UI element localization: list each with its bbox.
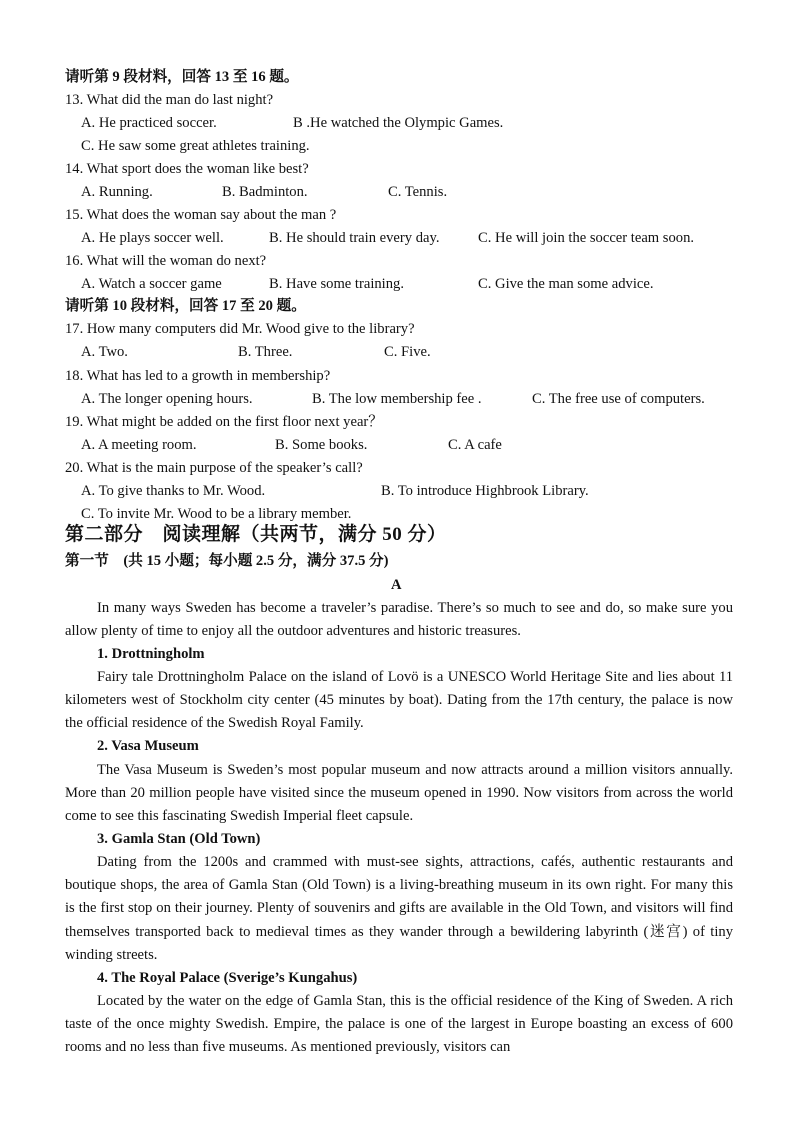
section-9-instruction: 请听第 9 段材料，回答 13 至 16 题。 xyxy=(65,69,299,85)
question-17-option-b: B. Three. xyxy=(238,344,293,360)
question-19-stem: 19. What might be added on the first floor next year？ xyxy=(65,414,383,430)
paragraph-drottningholm: Fairy tale Drottningholm Palace on the island of Lovö is a UNESCO World Heritage Site and lies about 11 kilometers west of Stockholm city center (45 minutes by boat). Dating from the 17th century, the palace is now the official residence of the Swedish Royal Family. xyxy=(65,669,733,732)
question-14-option-a: A. Running. xyxy=(81,184,153,200)
question-19-option-a: A. A meeting room. xyxy=(81,437,197,453)
question-18-stem: 18. What has led to a growth in membership? xyxy=(65,368,331,384)
question-14-stem: 14. What sport does the woman like best? xyxy=(65,161,309,177)
heading-gamla-stan: 3. Gamla Stan (Old Town) xyxy=(97,831,261,847)
paragraph-vasa-museum: The Vasa Museum is Sweden’s most popular museum and now attracts around a million visitors annually. More than 20 million people have visited since the museum opened in 1990. Now visitors from across the world come to see this fascinating Swedish Imperial fleet capsule. xyxy=(65,762,733,825)
question-20-stem: 20. What is the main purpose of the speaker’s call? xyxy=(65,460,363,476)
section-one-title: 第一节 (共 15 小题；每小题 2.5 分，满分 37.5 分) xyxy=(65,553,389,569)
question-17-option-a: A. Two. xyxy=(81,344,128,360)
question-20-option-c: C. To invite Mr. Wood to be a library member. xyxy=(81,506,352,522)
question-16-option-c: C. Give the man some advice. xyxy=(478,276,654,292)
question-18-option-a: A. The longer opening hours. xyxy=(81,391,253,407)
question-18-option-c: C. The free use of computers. xyxy=(532,391,705,407)
passage-label: A xyxy=(391,577,402,593)
question-13-option-a: A. He practiced soccer. xyxy=(81,115,217,131)
question-14-option-c: C. Tennis. xyxy=(388,184,448,200)
question-13-stem: 13. What did the man do last night? xyxy=(65,92,274,108)
question-17-option-c: C. Five. xyxy=(384,344,431,360)
paragraph-gamla-stan: Dating from the 1200s and crammed with must-see sights, attractions, cafés, authentic restaurants and boutique shops, the area of Gamla Stan (Old Town) is a living-breathing museum in its own right. For many this is the first stop on their journey. Plenty of souvenirs and gifts are available in the Old Town, and visitors will find themselves transported back to medieval times as they wander through a bewildering labyrinth (迷宫) of tiny winding streets. xyxy=(65,854,733,963)
question-20-option-a: A. To give thanks to Mr. Wood. xyxy=(81,483,266,499)
question-15-stem: 15. What does the woman say about the man ? xyxy=(65,207,337,223)
question-19-option-c: C. A cafe xyxy=(448,437,502,453)
question-15-option-c: C. He will join the soccer team soon. xyxy=(478,230,695,246)
question-13-option-c: C. He saw some great athletes training. xyxy=(81,138,310,154)
question-16-option-b: B. Have some training. xyxy=(269,276,404,292)
paragraph-royal-palace: Located by the water on the edge of Gamla Stan, this is the official residence of the King of Sweden. A rich taste of the once mighty Swedish. Empire, the palace is one of the largest in Europe boasting an excess of 600 rooms and no less than five museums. As mentioned previously, visitors can xyxy=(65,993,733,1056)
question-19-option-b: B. Some books. xyxy=(275,437,368,453)
section-10-instruction: 请听第 10 段材料，回答 17 至 20 题。 xyxy=(65,298,306,314)
question-16-stem: 16. What will the woman do next? xyxy=(65,253,267,269)
heading-drottningholm: 1. Drottningholm xyxy=(97,646,205,662)
question-13-option-b: B .He watched the Olympic Games. xyxy=(293,115,504,131)
question-18-option-b: B. The low membership fee . xyxy=(312,391,482,407)
question-15-option-a: A. He plays soccer well. xyxy=(81,230,224,246)
question-14-option-b: B. Badminton. xyxy=(222,184,308,200)
question-17-stem: 17. How many computers did Mr. Wood give to the library? xyxy=(65,321,415,337)
question-15-option-b: B. He should train every day. xyxy=(269,230,440,246)
intro-paragraph: In many ways Sweden has become a traveler’s paradise. There’s so much to see and do, so make sure you allow plenty of time to enjoy all the outdoor adventures and historic treasures. xyxy=(65,600,733,640)
part-two-title: 第二部分 阅读理解（共两节，满分 50 分） xyxy=(65,524,447,545)
heading-royal-palace: 4. The Royal Palace (Sverige’s Kungahus) xyxy=(97,970,358,986)
heading-vasa-museum: 2. Vasa Museum xyxy=(97,738,199,754)
question-16-option-a: A. Watch a soccer game xyxy=(81,276,222,292)
question-20-option-b: B. To introduce Highbrook Library. xyxy=(381,483,589,499)
